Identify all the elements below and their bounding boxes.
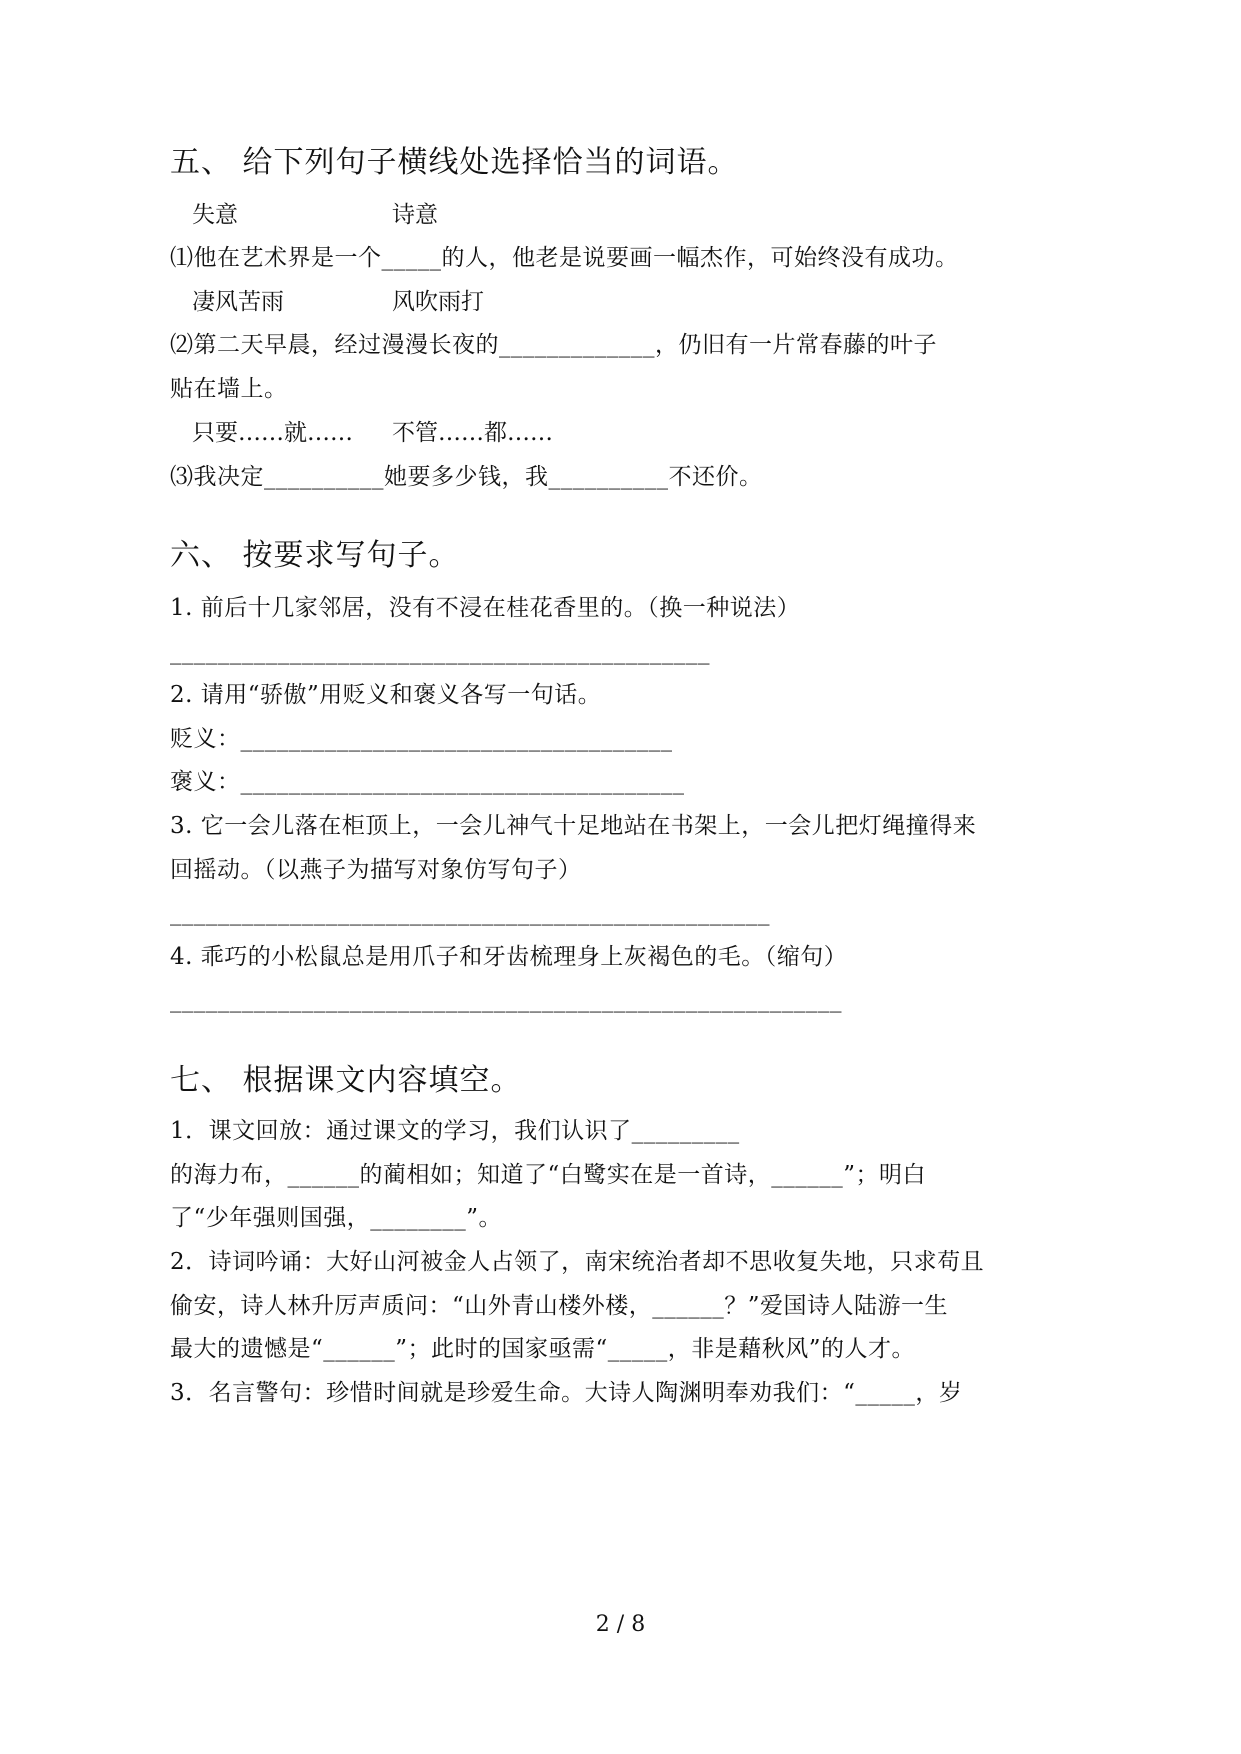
section-7-heading: 七、 根据课文内容填空。 <box>170 1063 522 1098</box>
question-text: 的海力布，______的蔺相如；知道了“白鹭实在是一首诗，______”；明白 <box>170 1162 927 1188</box>
answer-line: _____________________________________________ <box>170 639 710 665</box>
question-text: 2. 请用“骄傲”用贬义和褒义各写一句话。 <box>170 682 602 708</box>
question-text: 偷安，诗人林升厉声质问：“山外青山楼外楼，______？”爱国诗人陆游一生 <box>170 1293 949 1319</box>
answer-line: __________________________________________________ <box>170 900 770 926</box>
answer-line: ________________________________________________________ <box>170 987 842 1013</box>
word-option: 不管……都…… <box>392 420 553 446</box>
question-text: ⑴他在艺术界是一个_____的人，他老是说要画一幅杰作，可始终没有成功。 <box>170 245 959 271</box>
question-text: 3．名言警句：珍惜时间就是珍爱生命。大诗人陶渊明奉劝我们：“_____，岁 <box>170 1380 963 1406</box>
answer-line: 贬义：____________________________________ <box>170 726 673 752</box>
word-option: 风吹雨打 <box>392 289 484 315</box>
question-text: 了“少年强则国强，________”。 <box>170 1205 503 1231</box>
question-text: 回摇动。（以燕子为描写对象仿写句子） <box>170 857 582 883</box>
question-text: 贴在墙上。 <box>170 376 288 402</box>
section-6-heading: 六、 按要求写句子。 <box>170 538 460 573</box>
question-text: 4. 乖巧的小松鼠总是用爪子和牙齿梳理身上灰褐色的毛。（缩句） <box>170 944 848 970</box>
answer-line: 褒义：_____________________________________ <box>170 769 685 795</box>
question-text: 2．诗词吟诵：大好山河被金人占领了，南宋统治者却不思收复失地，只求苟且 <box>170 1249 985 1275</box>
page-number: 2 / 8 <box>595 1612 646 1637</box>
question-text: 1. 前后十几家邻居，没有不浸在桂花香里的。（换一种说法） <box>170 595 801 621</box>
question-text: ⑵第二天早晨，经过漫漫长夜的_____________，仍旧有一片常春藤的叶子 <box>170 332 937 358</box>
question-text: 最大的遗憾是“______”；此时的国家亟需“_____，非是藉秋风”的人才。 <box>170 1336 916 1362</box>
section-5-heading: 五、 给下列句子横线处选择恰当的词语。 <box>170 145 739 180</box>
word-option: 只要……就…… <box>192 420 353 446</box>
word-option: 诗意 <box>392 202 438 228</box>
question-text: ⑶我决定__________她要多少钱，我__________不还价。 <box>170 464 763 490</box>
word-option: 失意 <box>192 202 238 228</box>
question-text: 1．课文回放：通过课文的学习，我们认识了_________ <box>170 1118 740 1144</box>
question-text: 3. 它一会儿落在柜顶上，一会儿神气十足地站在书架上，一会儿把灯绳撞得来 <box>170 813 977 839</box>
word-option: 凄风苦雨 <box>192 289 284 315</box>
